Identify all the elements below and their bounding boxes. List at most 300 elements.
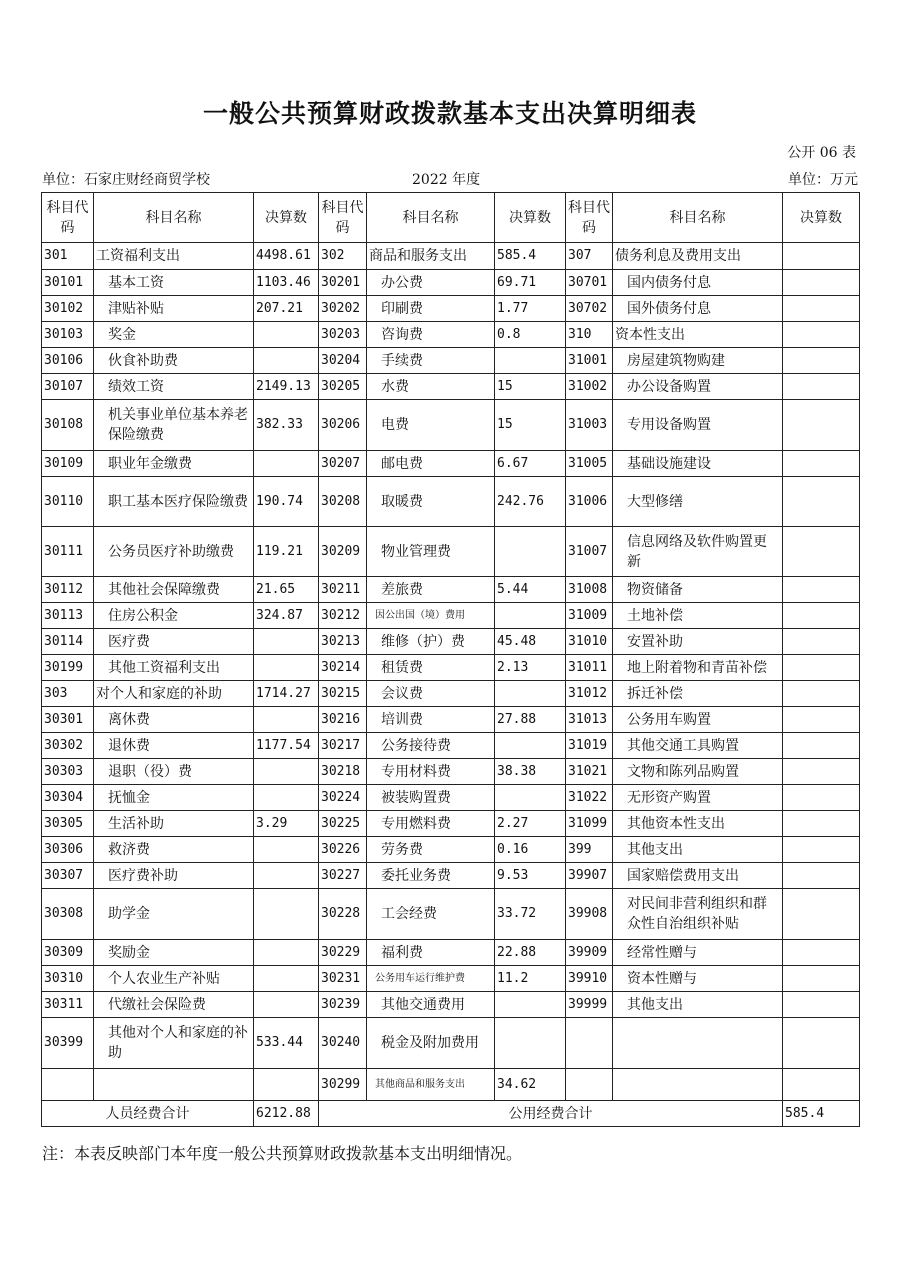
cell-code-2: 30224 [319,785,367,811]
cell-amount-1: 21.65 [254,577,319,603]
cell-amount-1: 190.74 [254,477,319,527]
cell-amount-1: 382.33 [254,400,319,451]
cell-code-1: 30311 [42,992,94,1018]
cell-amount-2: 242.76 [495,477,566,527]
table-row [42,477,860,527]
cell-name-3: 地上附着物和青苗补偿 [613,655,783,681]
cell-code-3: 31099 [566,811,613,837]
cell-code-3 [566,1018,613,1069]
cell-code-1: 30310 [42,966,94,992]
cell-name-2: 福利费 [367,940,495,966]
cell-code-3: 31012 [566,681,613,707]
cell-name-3: 物资储备 [613,577,783,603]
cell-code-1: 30102 [42,296,94,322]
cell-amount-1: 2149.13 [254,374,319,400]
cell-name-1: 基本工资 [94,270,254,296]
cell-name-3: 文物和陈列品购置 [613,759,783,785]
cell-name-2: 公务接待费 [367,733,495,759]
cell-name-1: 医疗费补助 [94,863,254,889]
cell-name-1: 伙食补助费 [94,348,254,374]
cell-amount-3 [783,296,860,322]
cell-amount-2 [495,733,566,759]
cell-name-3: 资本性赠与 [613,966,783,992]
cell-name-2: 其他交通费用 [367,992,495,1018]
cell-name-1: 津贴补贴 [94,296,254,322]
cell-code-1: 30302 [42,733,94,759]
cell-amount-3 [783,889,860,940]
cell-name-1: 住房公积金 [94,603,254,629]
table-row [42,296,860,322]
cell-code-1: 30303 [42,759,94,785]
cell-amount-1: 1103.46 [254,270,319,296]
cell-code-3: 31002 [566,374,613,400]
table-row [42,400,860,451]
cell-amount-2: 38.38 [495,759,566,785]
expenditure-table [41,192,860,1127]
cell-amount-2 [495,785,566,811]
header-name-3: 科目名称 [613,193,783,243]
page-title: 一般公共预算财政拨款基本支出决算明细表 [202,99,697,128]
table-row [42,1018,860,1069]
cell-amount-1 [254,348,319,374]
cell-amount-2: 15 [495,400,566,451]
cell-code-1: 30199 [42,655,94,681]
cell-code-2: 30218 [319,759,367,785]
cell-code-3: 30701 [566,270,613,296]
cell-name-2: 被装购置费 [367,785,495,811]
cell-amount-2: 34.62 [495,1069,566,1101]
cell-amount-3 [783,759,860,785]
table-row [42,374,860,400]
table-row [42,966,860,992]
cell-name-3: 其他交通工具购置 [613,733,783,759]
cell-name-2: 咨询费 [367,322,495,348]
cell-amount-1 [254,940,319,966]
header-amount-3: 决算数 [783,193,860,243]
cell-amount-3 [783,374,860,400]
cell-code-1: 30101 [42,270,94,296]
cell-amount-1: 1177.54 [254,733,319,759]
cell-amount-2 [495,603,566,629]
cell-code-3: 31011 [566,655,613,681]
cell-name-2: 劳务费 [367,837,495,863]
cell-code-2: 30225 [319,811,367,837]
cell-name-2: 专用燃料费 [367,811,495,837]
cell-amount-1 [254,759,319,785]
cell-code-2: 30213 [319,629,367,655]
cell-code-3: 31009 [566,603,613,629]
table-row [42,811,860,837]
cell-code-3: 31010 [566,629,613,655]
cell-name-2: 邮电费 [367,451,495,477]
cell-amount-1: 3.29 [254,811,319,837]
cell-amount-1: 207.21 [254,296,319,322]
footnote: 注：本表反映部门本年度一般公共预算财政拨款基本支出明细情况。 [42,1144,523,1163]
cell-name-2: 培训费 [367,707,495,733]
cell-name-3: 拆迁补偿 [613,681,783,707]
cell-amount-1 [254,863,319,889]
cell-name-3: 安置补助 [613,629,783,655]
cell-code-2: 30202 [319,296,367,322]
cell-code-3: 307 [566,243,613,270]
cell-amount-1 [254,785,319,811]
table-row [42,992,860,1018]
cell-code-2: 30205 [319,374,367,400]
cell-amount-3 [783,603,860,629]
cell-amount-3 [783,577,860,603]
personnel-total-value: 6212.88 [254,1101,319,1127]
unit-label: 单位： [42,172,84,188]
table-row [42,603,860,629]
cell-code-2: 30206 [319,400,367,451]
cell-code-2: 30239 [319,992,367,1018]
cell-code-1: 30110 [42,477,94,527]
cell-name-1: 绩效工资 [94,374,254,400]
table-row [42,733,860,759]
table-row [42,577,860,603]
cell-code-2: 30203 [319,322,367,348]
table-row [42,889,860,940]
cell-code-3: 399 [566,837,613,863]
table-row [42,655,860,681]
cell-amount-2 [495,348,566,374]
cell-code-2: 30299 [319,1069,367,1101]
cell-amount-1: 1714.27 [254,681,319,707]
cell-code-3: 31013 [566,707,613,733]
cell-name-3: 国外债务付息 [613,296,783,322]
cell-code-3: 39909 [566,940,613,966]
cell-code-1 [42,1069,94,1101]
public-total-value: 585.4 [783,1101,860,1127]
public-total-label: 公用经费合计 [319,1101,783,1127]
table-row [42,1069,860,1101]
cell-amount-2: 2.13 [495,655,566,681]
cell-amount-2: 585.4 [495,243,566,270]
cell-code-1: 301 [42,243,94,270]
cell-amount-1 [254,707,319,733]
cell-name-2: 公务用车运行维护费 [367,966,495,992]
table-row [42,629,860,655]
cell-code-2: 30201 [319,270,367,296]
cell-amount-2: 69.71 [495,270,566,296]
cell-code-3: 31021 [566,759,613,785]
cell-name-2: 电费 [367,400,495,451]
cell-name-1: 救济费 [94,837,254,863]
cell-code-3: 31008 [566,577,613,603]
cell-name-3: 专用设备购置 [613,400,783,451]
cell-amount-2 [495,1018,566,1069]
cell-amount-2 [495,992,566,1018]
cell-name-3: 房屋建筑物购建 [613,348,783,374]
cell-amount-3 [783,837,860,863]
cell-code-2: 30212 [319,603,367,629]
table-row [42,527,860,577]
cell-name-2: 税金及附加费用 [367,1018,495,1069]
table-row [42,451,860,477]
cell-name-1: 其他社会保障缴费 [94,577,254,603]
cell-amount-3 [783,322,860,348]
cell-code-1: 30107 [42,374,94,400]
cell-name-2: 维修（护）费 [367,629,495,655]
cell-name-1: 奖金 [94,322,254,348]
cell-amount-2: 27.88 [495,707,566,733]
header-code-1: 科目代码 [42,193,94,243]
table-row [42,940,860,966]
cell-name-2: 租赁费 [367,655,495,681]
cell-amount-3 [783,400,860,451]
cell-name-3: 经常性赠与 [613,940,783,966]
cell-code-2: 30211 [319,577,367,603]
cell-name-1: 助学金 [94,889,254,940]
cell-code-2: 30240 [319,1018,367,1069]
cell-name-1: 其他工资福利支出 [94,655,254,681]
cell-name-3: 国内债务付息 [613,270,783,296]
table-row [42,681,860,707]
cell-code-2: 30227 [319,863,367,889]
cell-amount-2: 0.8 [495,322,566,348]
header-name-1: 科目名称 [94,193,254,243]
cell-name-1: 离休费 [94,707,254,733]
cell-code-2: 30231 [319,966,367,992]
cell-code-2: 30229 [319,940,367,966]
cell-name-1: 职业年金缴费 [94,451,254,477]
table-row [42,270,860,296]
cell-name-2: 印刷费 [367,296,495,322]
cell-amount-1 [254,992,319,1018]
cell-amount-3 [783,527,860,577]
cell-name-3: 资本性支出 [613,322,783,348]
cell-code-3: 31007 [566,527,613,577]
header-name-2: 科目名称 [367,193,495,243]
cell-code-2: 30204 [319,348,367,374]
cell-name-1: 其他对个人和家庭的补助 [94,1018,254,1069]
cell-name-2: 会议费 [367,681,495,707]
cell-amount-2: 6.67 [495,451,566,477]
cell-name-2: 手续费 [367,348,495,374]
cell-name-2: 差旅费 [367,577,495,603]
cell-name-2: 其他商品和服务支出 [367,1069,495,1101]
header-code-2: 科目代码 [319,193,367,243]
cell-name-2: 商品和服务支出 [367,243,495,270]
cell-amount-2: 2.27 [495,811,566,837]
table-row [42,863,860,889]
cell-amount-1 [254,837,319,863]
cell-code-2: 30228 [319,889,367,940]
cell-name-3: 其他资本性支出 [613,811,783,837]
cell-amount-3 [783,655,860,681]
cell-amount-2: 5.44 [495,577,566,603]
cell-name-3: 办公设备购置 [613,374,783,400]
cell-amount-3 [783,707,860,733]
table-row [42,837,860,863]
cell-name-1: 退职（役）费 [94,759,254,785]
cell-code-1: 30111 [42,527,94,577]
cell-code-1: 30103 [42,322,94,348]
cell-name-1: 代缴社会保险费 [94,992,254,1018]
cell-amount-3 [783,811,860,837]
cell-code-3: 39908 [566,889,613,940]
cell-code-1: 30399 [42,1018,94,1069]
cell-name-1: 工资福利支出 [94,243,254,270]
cell-amount-2: 15 [495,374,566,400]
currency-unit: 单位：万元 [788,172,858,188]
cell-amount-3 [783,348,860,374]
cell-code-2: 30226 [319,837,367,863]
cell-code-1: 303 [42,681,94,707]
cell-name-2: 委托业务费 [367,863,495,889]
cell-amount-3 [783,863,860,889]
cell-code-1: 30113 [42,603,94,629]
cell-name-2: 取暖费 [367,477,495,527]
cell-name-2: 水费 [367,374,495,400]
cell-name-3: 土地补偿 [613,603,783,629]
cell-amount-3 [783,785,860,811]
cell-code-2: 30215 [319,681,367,707]
cell-amount-3 [783,992,860,1018]
cell-name-3: 大型修缮 [613,477,783,527]
unit-name [42,169,210,189]
cell-code-2: 302 [319,243,367,270]
cell-amount-3 [783,940,860,966]
totals-row [42,1101,860,1127]
cell-code-1: 30112 [42,577,94,603]
cell-amount-2: 1.77 [495,296,566,322]
cell-code-1: 30307 [42,863,94,889]
cell-code-2: 30209 [319,527,367,577]
fiscal-year: 2022 年度 [412,172,481,188]
header-amount-2: 决算数 [495,193,566,243]
cell-code-2: 30217 [319,733,367,759]
cell-code-2: 30208 [319,477,367,527]
cell-code-1: 30309 [42,940,94,966]
cell-code-1: 30301 [42,707,94,733]
table-header-row [42,193,860,243]
cell-code-3: 39907 [566,863,613,889]
cell-name-3: 国家赔偿费用支出 [613,863,783,889]
cell-code-2: 30207 [319,451,367,477]
cell-name-1: 生活补助 [94,811,254,837]
cell-code-3: 31003 [566,400,613,451]
cell-amount-2: 33.72 [495,889,566,940]
cell-name-3: 其他支出 [613,837,783,863]
cell-amount-3 [783,1018,860,1069]
cell-name-1: 机关事业单位基本养老保险缴费 [94,400,254,451]
unit-info-line [42,169,858,189]
cell-amount-2: 11.2 [495,966,566,992]
cell-amount-1: 324.87 [254,603,319,629]
cell-amount-1 [254,629,319,655]
table-row [42,243,860,270]
unit-name-value: 石家庄财经商贸学校 [84,172,210,188]
cell-amount-3 [783,243,860,270]
cell-code-2: 30214 [319,655,367,681]
cell-amount-2: 9.53 [495,863,566,889]
cell-code-1: 30114 [42,629,94,655]
cell-amount-1: 119.21 [254,527,319,577]
cell-name-2: 因公出国（境）费用 [367,603,495,629]
cell-name-3: 公务用车购置 [613,707,783,733]
cell-amount-3 [783,451,860,477]
cell-code-3: 31022 [566,785,613,811]
cell-code-3: 31019 [566,733,613,759]
cell-amount-1 [254,1069,319,1101]
cell-amount-3 [783,477,860,527]
cell-amount-3 [783,966,860,992]
cell-code-3: 39910 [566,966,613,992]
cell-amount-3 [783,681,860,707]
cell-code-3: 39999 [566,992,613,1018]
cell-amount-1: 533.44 [254,1018,319,1069]
cell-amount-2 [495,527,566,577]
cell-name-3 [613,1069,783,1101]
personnel-total-label: 人员经费合计 [42,1101,254,1127]
cell-amount-2: 0.16 [495,837,566,863]
header-amount-1: 决算数 [254,193,319,243]
cell-amount-3 [783,629,860,655]
cell-code-1: 30305 [42,811,94,837]
table-row [42,322,860,348]
cell-name-1: 抚恤金 [94,785,254,811]
cell-name-2: 物业管理费 [367,527,495,577]
cell-name-2: 办公费 [367,270,495,296]
cell-name-3: 无形资产购置 [613,785,783,811]
cell-name-3: 其他支出 [613,992,783,1018]
cell-amount-2 [495,681,566,707]
cell-code-2: 30216 [319,707,367,733]
cell-name-2: 工会经费 [367,889,495,940]
cell-name-3: 信息网络及软件购置更新 [613,527,783,577]
cell-code-1: 30306 [42,837,94,863]
cell-code-3: 31001 [566,348,613,374]
cell-code-1: 30304 [42,785,94,811]
cell-code-3: 31005 [566,451,613,477]
cell-amount-2: 45.48 [495,629,566,655]
table-row [42,759,860,785]
cell-amount-1 [254,322,319,348]
cell-code-1: 30109 [42,451,94,477]
cell-amount-3 [783,270,860,296]
cell-name-1: 奖励金 [94,940,254,966]
header-code-3: 科目代码 [566,193,613,243]
cell-amount-3 [783,1069,860,1101]
cell-amount-1 [254,966,319,992]
cell-name-1: 对个人和家庭的补助 [94,681,254,707]
cell-name-2: 专用材料费 [367,759,495,785]
cell-amount-3 [783,733,860,759]
table-row [42,707,860,733]
cell-name-1: 公务员医疗补助缴费 [94,527,254,577]
cell-name-1: 职工基本医疗保险缴费 [94,477,254,527]
cell-name-1: 个人农业生产补贴 [94,966,254,992]
cell-amount-1 [254,889,319,940]
cell-code-1: 30108 [42,400,94,451]
cell-name-3: 基础设施建设 [613,451,783,477]
cell-name-1 [94,1069,254,1101]
cell-code-3: 30702 [566,296,613,322]
cell-amount-1: 4498.61 [254,243,319,270]
cell-name-1: 退休费 [94,733,254,759]
table-row [42,348,860,374]
cell-code-3 [566,1069,613,1101]
cell-code-3: 310 [566,322,613,348]
cell-name-3 [613,1018,783,1069]
cell-amount-1 [254,655,319,681]
cell-amount-1 [254,451,319,477]
document-number: 公开 06 表 [787,145,856,161]
cell-name-3: 债务利息及费用支出 [613,243,783,270]
cell-code-1: 30106 [42,348,94,374]
cell-code-3: 31006 [566,477,613,527]
